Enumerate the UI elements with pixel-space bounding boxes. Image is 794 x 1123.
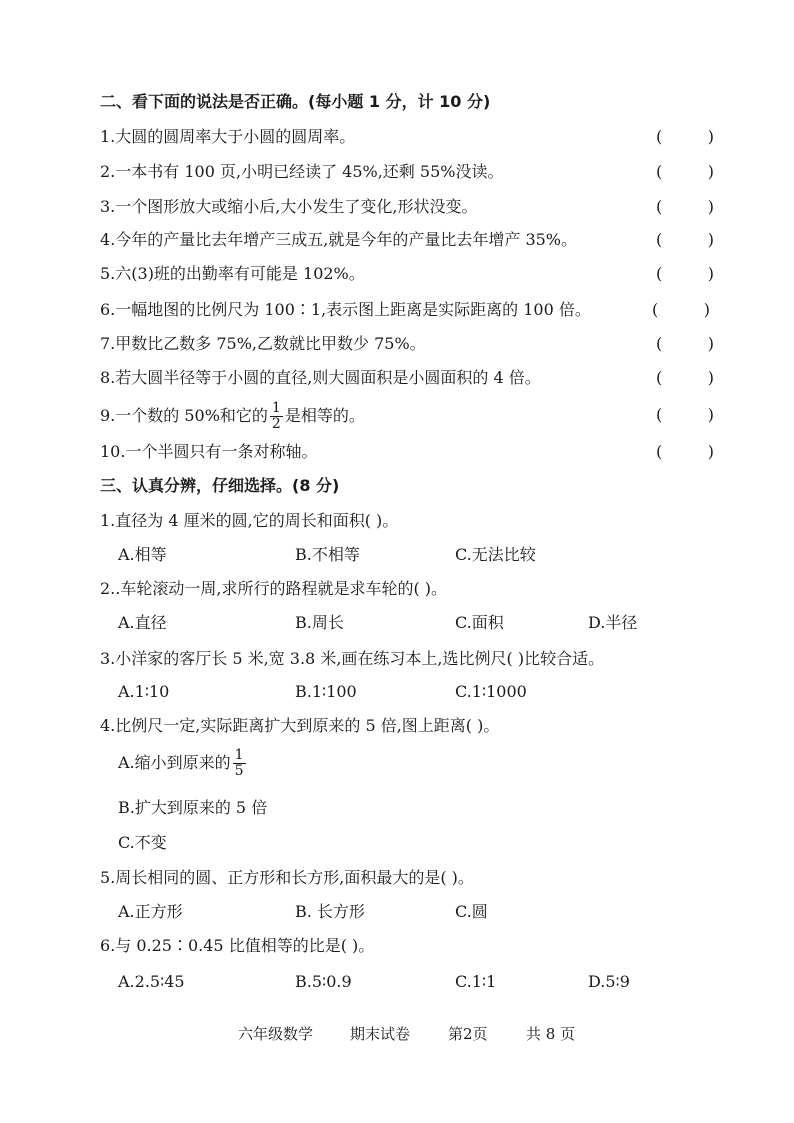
- mc-question-5: 5.周长相同的圆、正方形和长方形,面积最大的是( )。: [100, 868, 474, 887]
- mc-option[interactable]: B.不相等: [295, 545, 360, 564]
- fraction: $\frac{1}{5}$: [234, 747, 244, 779]
- mc-option[interactable]: C.无法比较: [455, 545, 536, 564]
- exam-page: 二、看下面的说法是否正确。(每小题 1 分，计 10 分) 1.大圆的圆周率大于小圆的圆周率。 ( ) 2.一本书有 100 页,小明已经读了 45%,还剩 55%没读。 ( ) 3.一个图形放大或缩小后,大小发生了变化,形状没变。 ( ) 4.今年的产量比去年增产三成五,就是今年的产量比去年增产 35%。 ( ) 5.六(3)班的出勤率有可能是 102%。 ( ) 6.一幅地图的比例尺为 100∶1,表示图上距离是实际距离的 100 倍。 ( ) 7.甲数比乙数多 75%,乙数就比甲数少 75%。 ( ) 8.若大圆半径等于小圆的直径,则大圆面积是小圆面积的 4 倍。 ( ) 9.一个数的 50%和它的 $\frac{1}{2}$ 是相等的。 ( ) 10.一个半圆只有一条对称轴。 ( ) 三、认真分辨，仔细选择。(8 分) 1.直径为 4 厘米的圆,它的周长和面积( )。 A.相等 B.不相等 C.无法比较 2..车轮滚动一周,求所行的路程就是求车轮的( )。 A.直径 B.周长 C.面积 D.半径 3.小洋家的客厅长 5 米,宽 3.8 米,画在练习本上,选比例尺( )比较合适。 A.1∶10 B.1∶100 C.1∶1000 4.比例尺一定,实际距离扩大到原来的 5 倍,图上距离( )。 A.缩小到原来的 $\frac{1}{5}$ B.扩大到原来的 5 倍 C.不变 5.周长相同的圆、正方形和长方形,面积最大的是( )。 A.正方形 B. 长方形 C.圆 6.与 0.25∶0.45 比值相等的比是( )。 A.2.5∶45 B.5∶0.9 C.1∶1 D.5∶9 六年级数学 期末试卷 第2页 共 8 页: [100, 92, 714, 1043]
- footer-page-number: 第2页: [448, 1025, 488, 1043]
- mc-option[interactable]: C.面积: [455, 613, 504, 632]
- tf-item-10: 10.一个半圆只有一条对称轴。: [100, 442, 318, 461]
- mc-option[interactable]: D.5∶9: [588, 972, 630, 991]
- tf-item-8: 8.若大圆半径等于小圆的直径,则大圆面积是小圆面积的 4 倍。: [100, 368, 541, 387]
- tf-item-3: 3.一个图形放大或缩小后,大小发生了变化,形状没变。: [100, 197, 478, 216]
- footer-exam: 期末试卷: [350, 1025, 411, 1043]
- tf-item-1: 1.大圆的圆周率大于小圆的圆周率。: [100, 127, 356, 146]
- section2-heading: 二、看下面的说法是否正确。(每小题 1 分，计 10 分): [100, 92, 491, 111]
- tf-item-4: 4.今年的产量比去年增产三成五,就是今年的产量比去年增产 35%。: [100, 230, 578, 249]
- mc-option[interactable]: A.1∶10: [118, 682, 170, 701]
- mc-option[interactable]: A.缩小到原来的 $\frac{1}{5}$: [118, 747, 244, 779]
- mc-question-2: 2..车轮滚动一周,求所行的路程就是求车轮的( )。: [100, 579, 448, 598]
- mc-option[interactable]: B. 长方形: [295, 902, 365, 921]
- mc-question-3: 3.小洋家的客厅长 5 米,宽 3.8 米,画在练习本上,选比例尺( )比较合适。: [100, 649, 605, 668]
- mc-option[interactable]: D.半径: [588, 613, 638, 632]
- section3-heading: 三、认真分辨，仔细选择。(8 分): [100, 476, 340, 495]
- mc-option[interactable]: C.1∶1000: [455, 682, 527, 701]
- mc-question-1: 1.直径为 4 厘米的圆,它的周长和面积( )。: [100, 511, 399, 530]
- tf-item-9: 9.一个数的 50%和它的 $\frac{1}{2}$ 是相等的。: [100, 400, 365, 432]
- tf-item-2: 2.一本书有 100 页,小明已经读了 45%,还剩 55%没读。: [100, 162, 504, 181]
- mc-option[interactable]: A.2.5∶45: [118, 972, 185, 991]
- footer-subject: 六年级数学: [238, 1025, 314, 1043]
- tf-item-5: 5.六(3)班的出勤率有可能是 102%。: [100, 264, 365, 283]
- mc-option[interactable]: B.扩大到原来的 5 倍: [118, 798, 268, 817]
- mc-option[interactable]: B.周长: [295, 613, 344, 632]
- fraction: $\frac{1}{2}$: [271, 400, 281, 432]
- mc-option[interactable]: B.5∶0.9: [295, 972, 352, 991]
- tf-item-6: 6.一幅地图的比例尺为 100∶1,表示图上距离是实际距离的 100 倍。: [100, 300, 591, 319]
- mc-question-4: 4.比例尺一定,实际距离扩大到原来的 5 倍,图上距离( )。: [100, 716, 500, 735]
- tf-item-7: 7.甲数比乙数多 75%,乙数就比甲数少 75%。: [100, 334, 426, 353]
- mc-option[interactable]: B.1∶100: [295, 682, 357, 701]
- mc-option[interactable]: C.1∶1: [455, 972, 497, 991]
- footer-total-pages: 共 8 页: [526, 1025, 576, 1043]
- mc-option[interactable]: C.圆: [455, 902, 488, 921]
- mc-option[interactable]: A.正方形: [118, 902, 183, 921]
- mc-option[interactable]: A.直径: [118, 613, 167, 632]
- mc-option[interactable]: C.不变: [118, 833, 167, 852]
- mc-option[interactable]: A.相等: [118, 545, 167, 564]
- mc-question-6: 6.与 0.25∶0.45 比值相等的比是( )。: [100, 936, 375, 955]
